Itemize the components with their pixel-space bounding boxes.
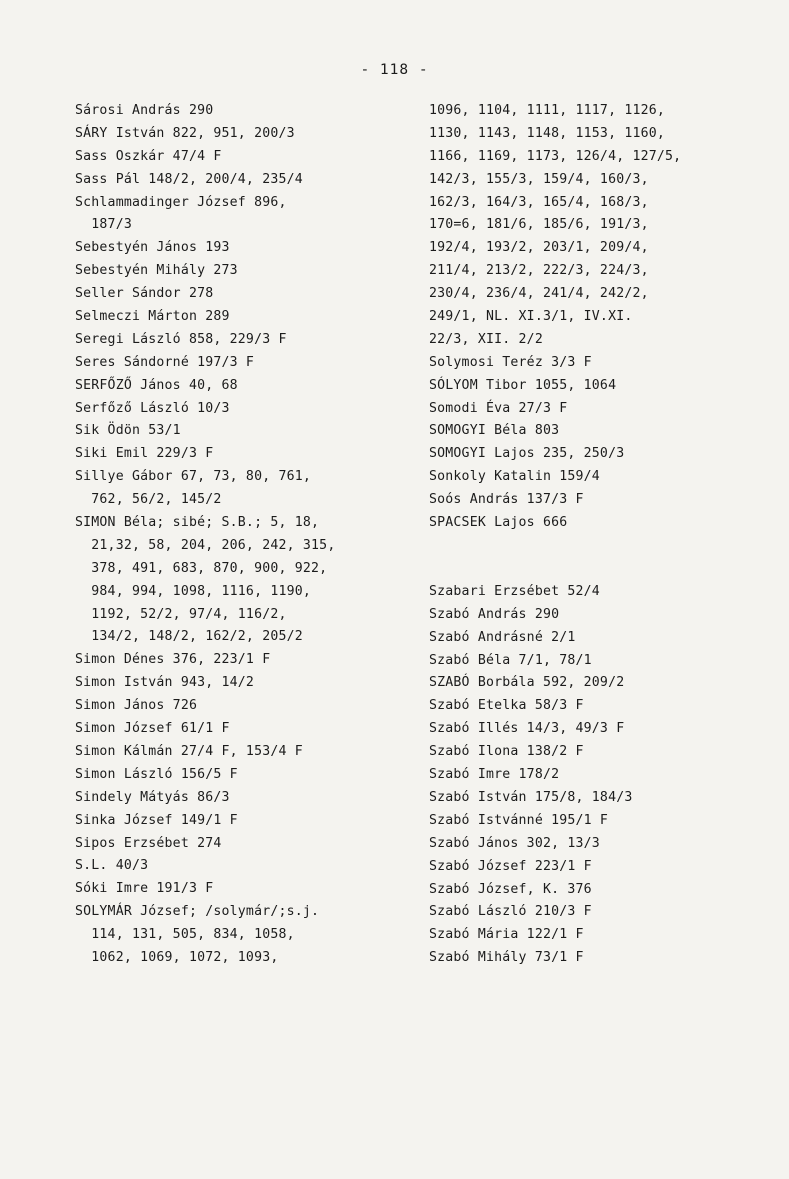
index-entry: SERFŐZŐ János 40, 68 <box>75 377 238 393</box>
index-entry: 230/4, 236/4, 241/4, 242/2, <box>429 286 649 302</box>
index-entry: SÁRY István 822, 951, 200/3 <box>75 125 295 141</box>
index-entry: 984, 994, 1098, 1116, 1190, <box>75 583 312 599</box>
index-entry: SOMOGYI Béla 803 <box>429 423 560 439</box>
index-entry: Seregi László 858, 229/3 F <box>75 331 287 347</box>
index-entry: 762, 56/2, 145/2 <box>75 492 222 508</box>
index-entry: Szabó András 290 <box>429 606 560 622</box>
index-entry: Szabó Ilona 138/2 F <box>429 744 584 760</box>
index-entry: Sinka József 149/1 F <box>75 812 238 828</box>
index-entry: SÓLYOM Tibor 1055, 1064 <box>429 377 617 393</box>
index-entry: Sóki Imre 191/3 F <box>75 881 214 897</box>
index-entry: Selmeczi Márton 289 <box>75 309 230 325</box>
index-column-right <box>429 100 784 970</box>
index-entry: Sass Oszkár 47/4 F <box>75 148 222 164</box>
index-entry: Seller Sándor 278 <box>75 286 214 302</box>
index-entry: Szabó Mária 122/1 F <box>429 927 584 943</box>
index-entry: 1062, 1069, 1072, 1093, <box>75 949 279 965</box>
index-entry: SOLYMÁR József; /solymár/;s.j. <box>75 904 320 920</box>
index-entry: Szabó Béla 7/1, 78/1 <box>429 652 592 668</box>
index-entry: 192/4, 193/2, 203/1, 209/4, <box>429 240 649 256</box>
index-entry: 134/2, 148/2, 162/2, 205/2 <box>75 629 303 645</box>
page-number: - 118 - <box>360 62 429 78</box>
index-entry: Sass Pál 148/2, 200/4, 235/4 <box>75 171 303 187</box>
index-entry: Szabó Istvánné 195/1 F <box>429 812 609 828</box>
index-entry: Seres Sándorné 197/3 F <box>75 354 255 370</box>
index-entry: 170=6, 181/6, 185/6, 191/3, <box>429 217 649 233</box>
index-column-left <box>75 100 420 970</box>
index-entry: Schlammadinger József 896, <box>75 194 287 210</box>
index-entry: 1166, 1169, 1173, 126/4, 127/5, <box>429 148 682 164</box>
index-entry: 249/1, NL. XI.3/1, IV.XI. <box>429 309 633 325</box>
index-entry: SPACSEK Lajos 666 <box>429 515 568 531</box>
index-entry: Sillye Gábor 67, 73, 80, 761, <box>75 469 312 485</box>
index-entry: S.L. 40/3 <box>75 858 149 874</box>
index-entry: Simon István 943, 14/2 <box>75 675 255 691</box>
index-entry: 378, 491, 683, 870, 900, 922, <box>75 560 328 576</box>
index-entry: Sárosi András 290 <box>75 103 214 118</box>
index-entry: Simon Kálmán 27/4 F, 153/4 F <box>75 743 303 759</box>
index-entry: Szabó Illés 14/3, 49/3 F <box>429 721 625 737</box>
index-entry: Simon László 156/5 F <box>75 766 238 782</box>
index-entry: 1096, 1104, 1111, 1117, 1126, <box>429 103 666 118</box>
index-entry: 1192, 52/2, 97/4, 116/2, <box>75 606 287 622</box>
index-entry: Sindely Mátyás 86/3 <box>75 789 230 805</box>
index-entry: Sonkoly Katalin 159/4 <box>429 469 600 485</box>
index-entry: Sebestyén János 193 <box>75 240 230 256</box>
index-group-szabo <box>429 581 784 970</box>
index-entry: SOMOGYI Lajos 235, 250/3 <box>429 446 625 462</box>
index-entry: Siki Emil 229/3 F <box>75 446 214 462</box>
index-entry: Sipos Erzsébet 274 <box>75 835 222 851</box>
index-entry: Simon József 61/1 F <box>75 721 230 737</box>
index-entry: 21,32, 58, 204, 206, 242, 315, <box>75 537 336 553</box>
index-entry: Szabó József 223/1 F <box>429 858 592 874</box>
index-group-top <box>429 100 784 535</box>
index-entry: 211/4, 213/2, 222/3, 224/3, <box>429 263 649 279</box>
index-entry: 114, 131, 505, 834, 1058, <box>75 927 295 943</box>
group-gap <box>429 535 784 558</box>
index-entry: 142/3, 155/3, 159/4, 160/3, <box>429 171 649 187</box>
index-entry: Szabó Andrásné 2/1 <box>429 629 576 645</box>
index-entry: Szabó József, K. 376 <box>429 881 592 897</box>
index-entry: Somodi Éva 27/3 F <box>429 400 568 416</box>
index-entry: Szabari Erzsébet 52/4 <box>429 583 600 599</box>
index-entry: Soós András 137/3 F <box>429 492 584 508</box>
index-entry: Solymosi Teréz 3/3 F <box>429 354 592 370</box>
group-gap <box>429 558 784 581</box>
index-entry: Serfőző László 10/3 <box>75 400 230 416</box>
index-entry: Szabó Imre 178/2 <box>429 767 560 783</box>
index-entry: Szabó István 175/8, 184/3 <box>429 789 633 805</box>
index-entry: Szabó Mihály 73/1 F <box>429 950 584 966</box>
index-entry: 22/3, XII. 2/2 <box>429 331 543 347</box>
index-entry: Szabó Etelka 58/3 F <box>429 698 584 714</box>
index-entry: SZABÓ Borbála 592, 209/2 <box>429 675 625 691</box>
index-entry: Simon János 726 <box>75 698 198 714</box>
index-entry: Szabó László 210/3 F <box>429 904 592 920</box>
index-entry: 1130, 1143, 1148, 1153, 1160, <box>429 125 666 141</box>
index-entry: Szabó János 302, 13/3 <box>429 835 600 851</box>
index-entry: Sebestyén Mihály 273 <box>75 263 238 279</box>
index-entry: Simon Dénes 376, 223/1 F <box>75 652 271 668</box>
index-entry: 162/3, 164/3, 165/4, 168/3, <box>429 194 649 210</box>
index-entry: SIMON Béla; sibé; S.B.; 5, 18, <box>75 515 320 531</box>
index-entry: Sik Ödön 53/1 <box>75 423 181 439</box>
index-entry: 187/3 <box>75 217 132 233</box>
